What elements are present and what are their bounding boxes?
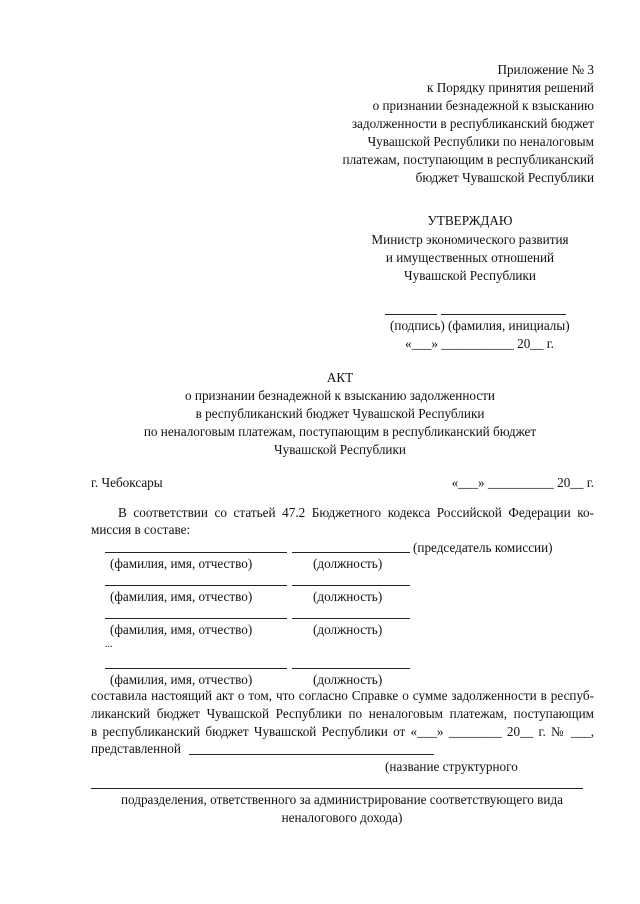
appendix-line: о признании безнадежной к взысканию [372, 98, 594, 113]
ellipsis: ... [105, 639, 113, 650]
unit-caption: (название структурного [385, 759, 518, 774]
chair-caption: (председатель комиссии) [413, 540, 553, 555]
intro-line: миссия в составе: [91, 522, 191, 537]
member-fio-line[interactable] [105, 585, 287, 586]
fio-caption: (фамилия, имя, отчество) [110, 556, 253, 571]
position-caption: (должность) [313, 556, 383, 571]
fio-caption: (фамилия, имя, отчество) [110, 589, 253, 604]
member-position-line[interactable] [292, 668, 410, 669]
appendix-line: Чувашской Республики по неналоговым [367, 134, 594, 149]
member-position-line[interactable] [292, 618, 410, 619]
act-date: «___» __________ 20__ г. [451, 475, 594, 490]
member-fio-line[interactable] [105, 618, 287, 619]
appendix-number: Приложение № 3 [497, 62, 594, 77]
submitted-by-label: представленной [91, 741, 181, 756]
approval-line: и имущественных отношений [385, 250, 555, 265]
signature-line[interactable] [385, 314, 437, 315]
act-subtitle-line: о признании безнадежной к взысканию задолженности [185, 388, 495, 403]
body-line: составила настоящий акт о том, что согласно Справке о сумме задолженности в респуб- [91, 688, 594, 703]
act-title: АКТ [326, 370, 354, 385]
appendix-line: бюджет Чувашской Республики [415, 170, 594, 185]
unit-caption: подразделения, ответственного за администрирование соответствующего вида [120, 792, 564, 807]
body-line: ликанский бюджет Чувашской Республики по неналоговым платежам, поступающим [91, 706, 594, 721]
position-caption: (должность) [313, 622, 383, 637]
appendix-line: задолженности в республиканский бюджет [351, 116, 594, 131]
approval-title: УТВЕРЖДАЮ [427, 213, 513, 228]
submitted-by-line[interactable] [189, 754, 434, 755]
member-position-line[interactable] [292, 585, 410, 586]
fio-caption: (фамилия, имя, отчество) [110, 622, 253, 637]
approval-line: Министр экономического развития [371, 232, 569, 247]
place: г. Чебоксары [91, 475, 163, 490]
unit-caption: неналогового дохода) [281, 810, 403, 825]
member-position-line[interactable] [292, 552, 410, 553]
approval-line: Чувашской Республики [404, 268, 536, 283]
intro-line: В соответствии со статьей 47.2 Бюджетного кодекса Российской Федерации ко- [118, 505, 594, 520]
approval-date: «___» ___________ 20__ г. [405, 336, 554, 351]
unit-name-line[interactable] [91, 788, 583, 789]
act-subtitle-line: Чувашской Республики [274, 442, 406, 457]
signature-caption: (подпись) (фамилия, инициалы) [390, 318, 570, 333]
member-fio-line[interactable] [105, 552, 287, 553]
position-caption: (должность) [313, 672, 383, 687]
fio-caption: (фамилия, имя, отчество) [110, 672, 253, 687]
appendix-line: к Порядку принятия решений [427, 80, 594, 95]
act-subtitle-line: по неналоговым платежам, поступающим в республиканский бюджет [143, 424, 537, 439]
act-subtitle-line: в республиканский бюджет Чувашской Республики [195, 406, 485, 421]
member-fio-line[interactable] [105, 668, 287, 669]
name-initials-line[interactable] [441, 314, 566, 315]
position-caption: (должность) [313, 589, 383, 604]
body-line: в республиканский бюджет Чувашской Республики от «___» ________ 20__ г. № ___, [91, 724, 594, 739]
appendix-line: платежам, поступающим в республиканский [342, 152, 594, 167]
